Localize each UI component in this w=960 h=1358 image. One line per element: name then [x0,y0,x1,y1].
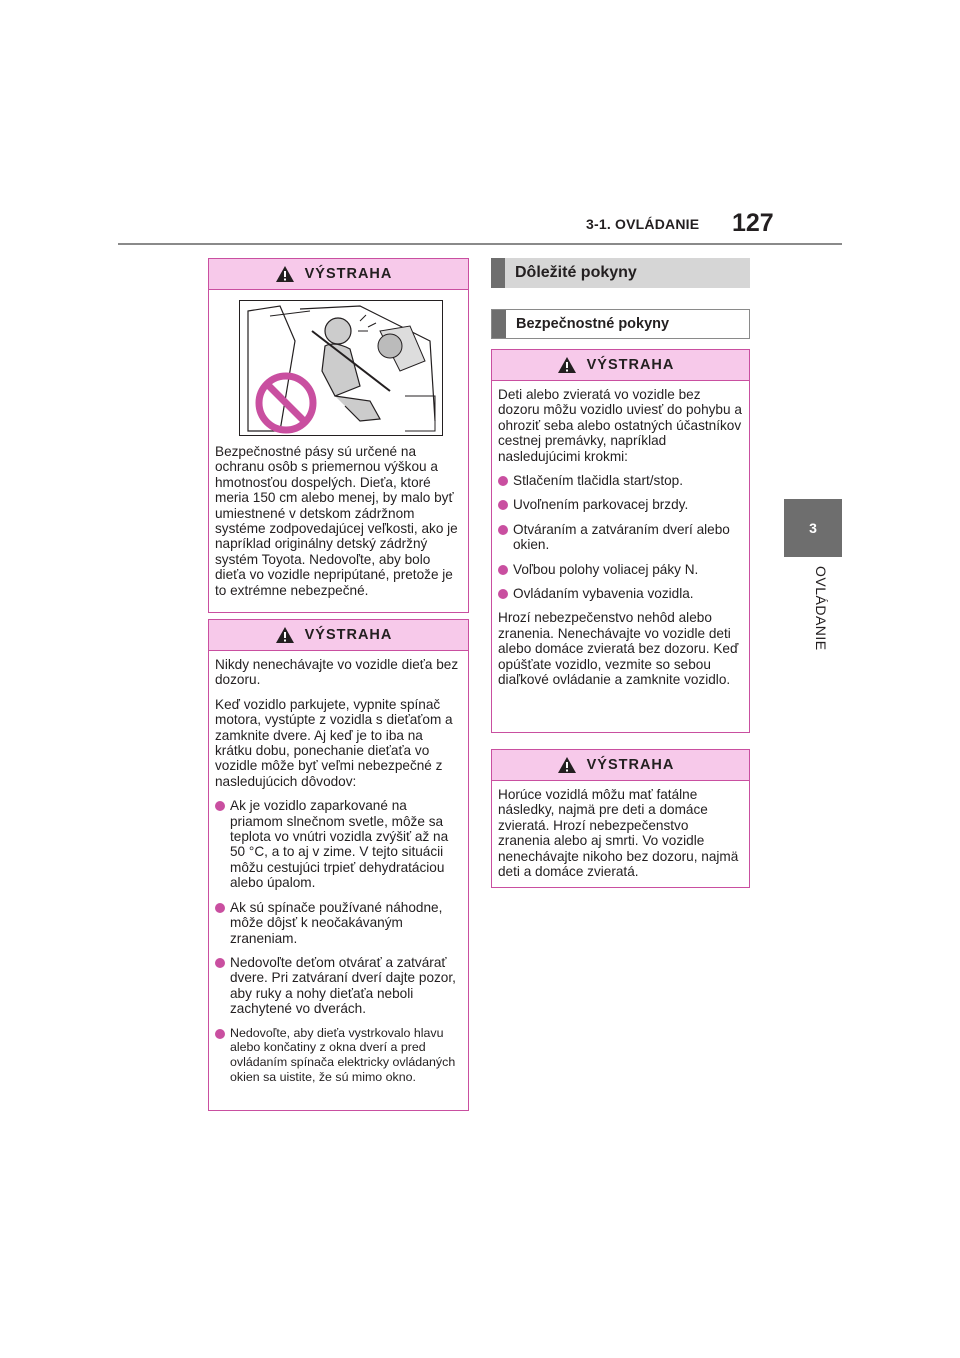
bullet-icon [215,958,225,968]
chapter-label: OVLÁDANIE [813,566,829,651]
bullet-icon [215,1029,225,1039]
warning-triangle-icon [275,265,295,283]
list-item [215,1026,462,1085]
header-rule [118,243,842,245]
bullet-icon [498,476,508,486]
list-item [498,497,743,512]
heading-marker [491,258,505,288]
list-item-text: Nedovoľte, aby dieťa vystrkovalo hlavu alebo končatiny z okna dverí a pred ovládaním spínača elektricky ovládaných okien sa uistite, že sú mimo okno. [230,1025,456,1084]
list-item [498,562,743,577]
subsection-heading-text: Bezpečnostné pokyny [516,316,670,332]
warning-text: Bezpečnostné pásy sú určené na ochranu osôb s priemernou výškou a hmotnosťou dospelých. Dieťa, ktoré meria 150 cm alebo menej, by malo byť umiestnené v detskom zádržnom systéme zodpovedajúcej veľkosti, ako je napríklad originálny detský zádržný systém Toyota. Nedovoľte, aby bolo dieťa vo vozidle nepripútané, pretože je to extrémne nebezpečné. [215,444,458,598]
warning-body [492,781,749,879]
section-heading-text: Dôležité pokyny [515,264,637,281]
warning-triangle-icon [275,626,295,644]
list-item [498,473,743,488]
warning-title: VÝSTRAHA [586,357,675,373]
bullet-icon [498,565,508,575]
chapter-tab[interactable] [784,499,842,557]
subsection-heading [491,309,750,339]
bullet-icon [215,801,225,811]
warning-body [209,444,468,598]
warning-triangle-icon [557,356,577,374]
warning-header [492,350,749,381]
warning-paragraph: Keď vozidlo parkujete, vypnite spínač motora, vystúpte z vozidla s dieťaťom a zamknite dvere. Aj keď je to iba na krátku dobu, ponechanie dieťaťa vo vozidle môže byť veľmi nebezpečné z nasledujúcich dôvodov: [215,696,453,789]
list-item [215,798,462,890]
warning-paragraph: Hrozí nebezpečenstvo nehôd alebo zranenia. Nenechávajte vo vozidle deti alebo domáce zvieratá bez dozoru. Keď opúšťate vozidlo, vezmite so sebou diaľkové ovládanie a zamknite vozidlo. [498,610,739,688]
warning-body [209,651,468,1085]
warning-header [492,750,749,781]
warning-box-vehicle-movement [491,349,750,733]
warning-box-hot-vehicle [491,749,750,888]
warning-paragraph: Nikdy nenechávajte vo vozidle dieťa bez dozoru. [215,657,459,688]
list-item [215,900,462,946]
list-item-text: Stlačením tlačidla start/stop. [513,473,683,489]
warning-header [209,620,468,651]
list-item [498,586,743,601]
warning-text: Horúce vozidlá môžu mať fatálne následky, najmä pre deti a domáce zvieratá. Hrozí nebezpečenstvo zranenia alebo aj smrti. Vo vozidle nenechávajte nikoho bez dozoru, najmä deti a domáce zvieratá. [498,787,739,880]
section-heading [491,258,750,288]
list-item-text: Ak je vozidlo zaparkované na priamom slnečnom svetle, môže sa teplota vo vnútri vozidla zvýšiť až na 50 °C, a to aj v zime. V tejto situácii môžu cestujúci trpieť dehydratáciou alebo úpalom. [230,798,449,891]
list-item-text: Ovládaním vybavenia vozidla. [513,586,694,602]
warning-triangle-icon [557,756,577,774]
list-item-text: Voľbou polohy voliacej páky N. [513,561,699,577]
prohibition-icon [254,371,318,435]
bullet-icon [498,500,508,510]
list-item [215,955,462,1017]
bullet-icon [215,903,225,913]
warning-title: VÝSTRAHA [304,266,393,282]
chapter-number: 3 [809,520,817,536]
warning-title: VÝSTRAHA [304,627,393,643]
list-item-text: Nedovoľte deťom otvárať a zatvárať dvere. Pri zatváraní dverí dajte pozor, aby ruky a nohy dieťaťa neboli zachytené vo dverách. [230,954,456,1017]
bullet-icon [498,525,508,535]
warning-body [492,381,749,688]
seatbelt-illustration [239,300,443,436]
list-item [498,522,743,553]
bullet-icon [498,589,508,599]
list-item-text: Otváraním a zatváraním dverí alebo okien. [513,521,730,553]
page-number: 127 [732,209,774,237]
list-item-text: Ak sú spínače používané náhodne, môže dôjsť k neočakávaným zraneniam. [230,899,443,946]
warning-title: VÝSTRAHA [586,757,675,773]
warning-box-unattended-child [208,619,469,1111]
warning-paragraph: Deti alebo zvieratá vo vozidle bez dozoru môžu vozidlo uviesť do pohybu a ohroziť seba alebo ostatných účastníkov cestnej premávky, napríklad nasledujúcimi krokmi: [498,387,742,464]
heading-marker [492,310,506,338]
list-item-text: Uvoľnením parkovacej brzdy. [513,497,689,513]
warning-header [209,259,468,290]
warning-box-seatbelt [208,258,469,613]
section-title: 3-1. OVLÁDANIE [586,216,700,232]
